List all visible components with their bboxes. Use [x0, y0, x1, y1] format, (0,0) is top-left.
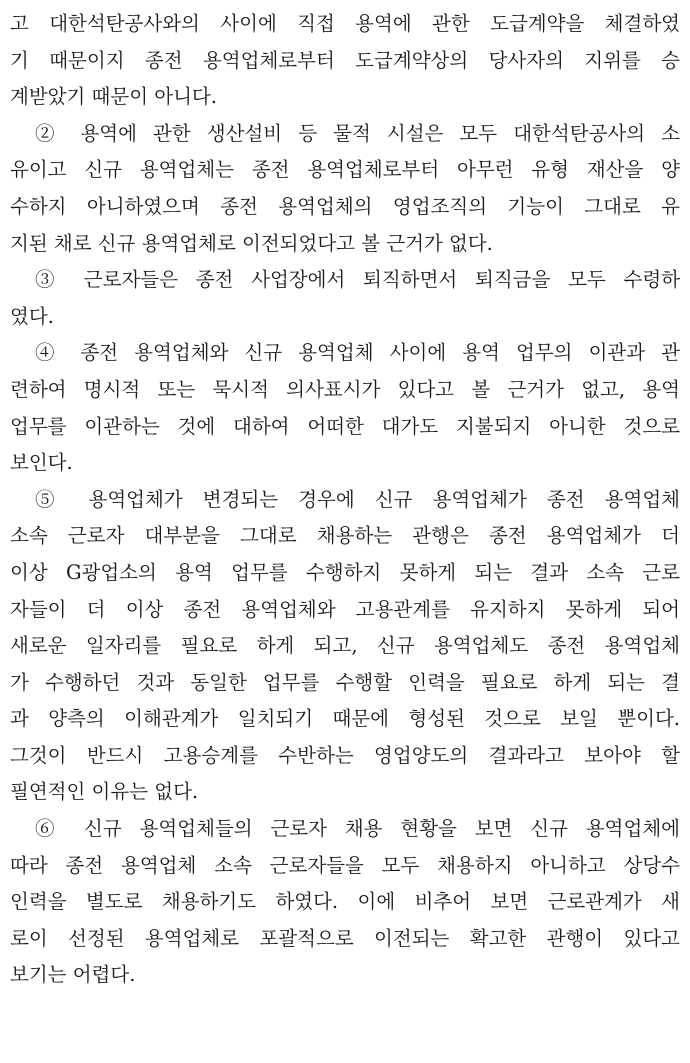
text-line: 련하여 명시적 또는 묵시적 의사표시가 있다고 볼 근거가 없고, 용역 — [10, 377, 680, 401]
text-line: 이상 G광업소의 용역 업무를 수행하지 못하게 되는 결과 소속 근로 — [10, 560, 680, 584]
paragraph-item-2 — [10, 116, 680, 262]
text-line: 로이 선정된 용역업체로 포괄적으로 이전되는 확고한 관행이 있다고 — [10, 926, 680, 950]
text-line: ⑥ 신규 용역업체들의 근로자 채용 현황을 보면 신규 용역업체에 — [35, 817, 680, 841]
document-page — [10, 6, 680, 994]
paragraph-continuation — [10, 6, 680, 116]
paragraph-item-5 — [10, 482, 680, 811]
text-line: 인력을 별도로 채용하기도 하였다. 이에 비추어 보면 근로관계가 새 — [10, 890, 680, 914]
paragraph-item-6 — [10, 811, 680, 994]
paragraph-item-3 — [10, 262, 680, 335]
text-line: 기 때문이지 종전 용역업체로부터 도급계약상의 당사자의 지위를 승 — [10, 48, 680, 72]
text-line: 소속 근로자 대부분을 그대로 채용하는 관행은 종전 용역업체가 더 — [10, 524, 680, 548]
text-line: 유이고 신규 용역업체는 종전 용역업체로부터 아무런 유형 재산을 양 — [10, 158, 680, 182]
text-line: ② 용역에 관한 생산설비 등 물적 시설은 모두 대한석탄공사의 소 — [35, 121, 680, 145]
paragraph-item-4 — [10, 335, 680, 481]
text-line: 였다. — [10, 304, 54, 328]
text-line: 필연적인 이유는 없다. — [10, 780, 199, 804]
text-line: 지된 채로 신규 용역업체로 이전되었다고 볼 근거가 없다. — [10, 231, 493, 255]
text-line: 그것이 반드시 고용승계를 수반하는 영업양도의 결과라고 보아야 할 — [10, 743, 680, 767]
text-line: 수하지 아니하였으며 종전 용역업체의 영업조직의 기능이 그대로 유 — [10, 194, 680, 218]
text-line: 과 양측의 이해관계가 일치되기 때문에 형성된 것으로 보일 뿐이다. — [10, 707, 680, 731]
text-line: 계받았기 때문이 아니다. — [10, 85, 217, 109]
text-line: 가 수행하던 것과 동일한 업무를 수행할 인력을 필요로 하게 되는 결 — [10, 670, 680, 694]
text-line: ③ 근로자들은 종전 사업장에서 퇴직하면서 퇴직금을 모두 수령하 — [35, 268, 680, 292]
text-line: ④ 종전 용역업체와 신규 용역업체 사이에 용역 업무의 이관과 관 — [35, 341, 680, 365]
text-line: 고 대한석탄공사와의 사이에 직접 용역에 관한 도급계약을 체결하였 — [10, 12, 680, 35]
text-line: 따라 종전 용역업체 소속 근로자들을 모두 채용하지 아니하고 상당수 — [10, 853, 680, 877]
text-line: 보인다. — [10, 451, 73, 475]
text-line: 새로운 일자리를 필요로 하게 되고, 신규 용역업체도 종전 용역업체 — [10, 634, 680, 658]
text-line: 업무를 이관하는 것에 대하여 어떠한 대가도 지불되지 아니한 것으로 — [10, 414, 680, 438]
text-line: 자들이 더 이상 종전 용역업체와 고용관계를 유지하지 못하게 되어 — [10, 597, 680, 621]
text-line: 보기는 어렵다. — [10, 963, 136, 987]
text-line: ⑤ 용역업체가 변경되는 경우에 신규 용역업체가 종전 용역업체 — [35, 487, 680, 511]
